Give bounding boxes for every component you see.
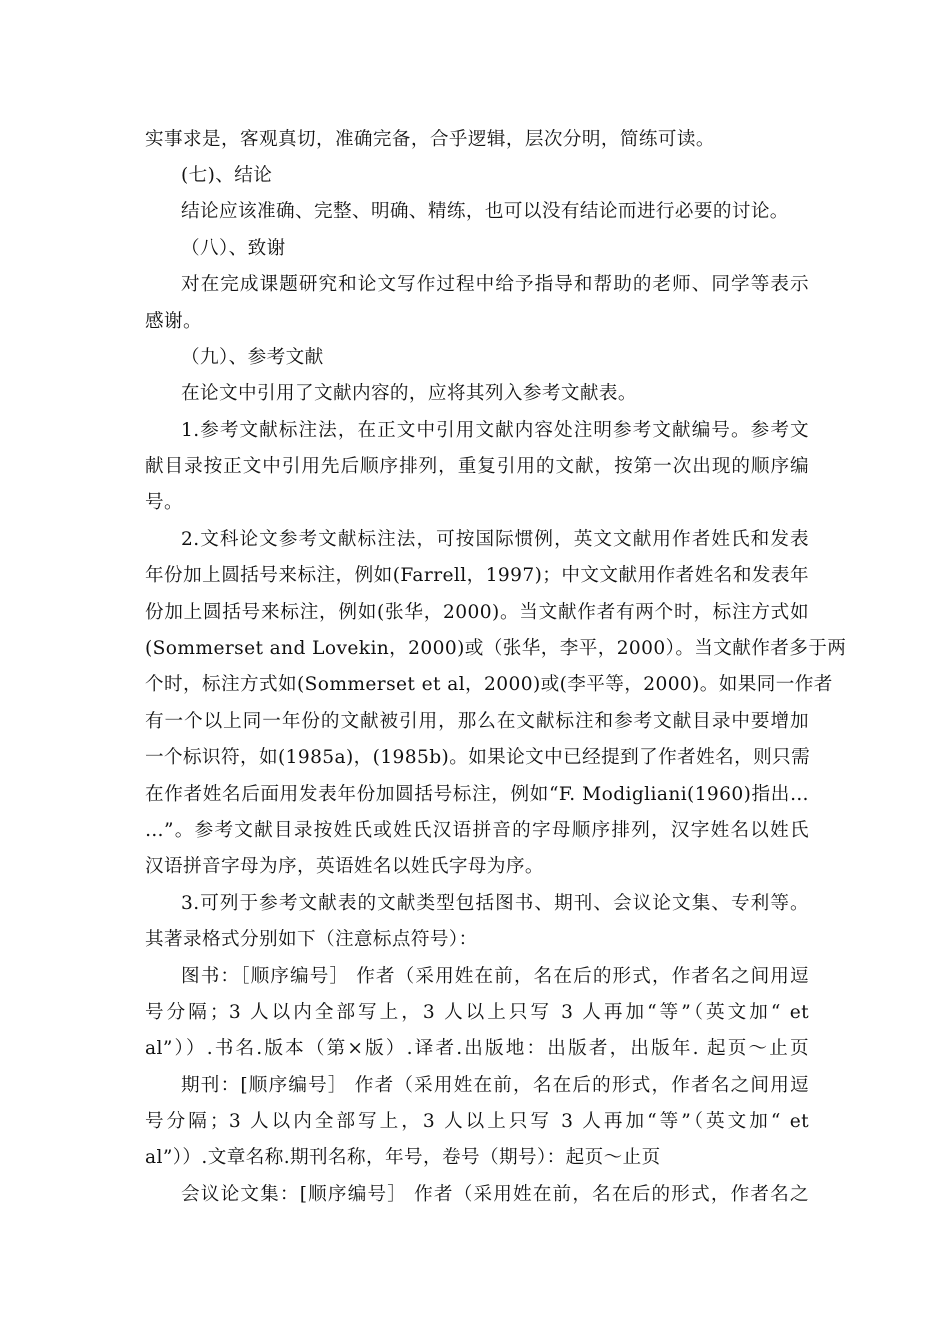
text-line: 其著录格式分别如下（注意标点符号）： — [145, 929, 478, 950]
text-line: 号分隔；3 人以内全部写上，3 人以上只写 3 人再加“等”（英文加“ et — [145, 1111, 809, 1132]
text-line: 个时，标注方式如(Sommerset et al，2000)或(李平等，2000)。如果同一作者 — [145, 674, 833, 695]
text-line: 结论应该准确、完整、明确、精练，也可以没有结论而进行必要的讨论。 — [181, 201, 789, 222]
text-line: …”。参考文献目录按姓氏或姓氏汉语拼音的字母顺序排列，汉字姓名以姓氏 — [145, 820, 809, 841]
text-line: 在论文中引用了文献内容的，应将其列入参考文献表。 — [181, 383, 637, 404]
text-line: 份加上圆括号来标注，例如(张华，2000)。当文献作者有两个时，标注方式如 — [145, 602, 809, 623]
text-line: 一个标识符，如(1985a)，(1985b)。如果论文中已经提到了作者姓名，则只需 — [145, 747, 811, 768]
text-line: (Sommerset and Lovekin，2000)或（张华，李平，2000）。当文献作者多于两 — [145, 638, 847, 659]
text-line: 年份加上圆括号来标注，例如(Farrell，1997)；中文文献用作者姓名和发表年 — [145, 565, 809, 586]
text-line: 图书：［顺序编号］ 作者（采用姓在前，名在后的形式，作者名之间用逗 — [181, 966, 809, 987]
text-line: al”））.书名.版本（第×版）.译者.出版地：出版者，出版年. 起页～止页 — [145, 1038, 809, 1059]
text-line: 汉语拼音字母为序，英语姓名以姓氏字母为序。 — [145, 856, 544, 877]
text-line: 1.参考文献标注法，在正文中引用文献内容处注明参考文献编号。参考文 — [181, 420, 809, 441]
text-line: al”））.文章名称.期刊名称，年号，卷号（期号）：起页～止页 — [145, 1147, 661, 1168]
text-line: 感谢。 — [145, 311, 202, 332]
text-line: 2.文科论文参考文献标注法，可按国际惯例，英文文献用作者姓氏和发表 — [181, 529, 809, 550]
section-heading-references: （九）、参考文献 — [181, 347, 324, 368]
text-line: 号。 — [145, 492, 183, 513]
text-line: 3.可列于参考文献表的文献类型包括图书、期刊、会议论文集、专利等。 — [181, 893, 809, 914]
text-line: 对在完成课题研究和论文写作过程中给予指导和帮助的老师、同学等表示 — [181, 274, 809, 295]
section-heading-acknowledgement: （八）、致谢 — [181, 238, 286, 259]
section-heading-conclusion: (七)、结论 — [181, 165, 273, 186]
text-line: 会议论文集：[顺序编号］ 作者（采用姓在前，名在后的形式，作者名之 — [181, 1184, 809, 1205]
text-line: 期刊：[顺序编号］ 作者（采用姓在前，名在后的形式，作者名之间用逗 — [181, 1075, 809, 1096]
text-line: 实事求是，客观真切，准确完备，合乎逻辑，层次分明，简练可读。 — [145, 129, 715, 150]
text-line: 号分隔；3 人以内全部写上，3 人以上只写 3 人再加“等”（英文加“ et — [145, 1002, 809, 1023]
text-line: 在作者姓名后面用发表年份加圆括号标注，例如“F. Modigliani(1960)指出… — [145, 784, 809, 805]
text-line: 有一个以上同一年份的文献被引用，那么在文献标注和参考文献目录中要增加 — [145, 711, 809, 732]
text-line: 献目录按正文中引用先后顺序排列，重复引用的文献，按第一次出现的顺序编 — [145, 456, 809, 477]
